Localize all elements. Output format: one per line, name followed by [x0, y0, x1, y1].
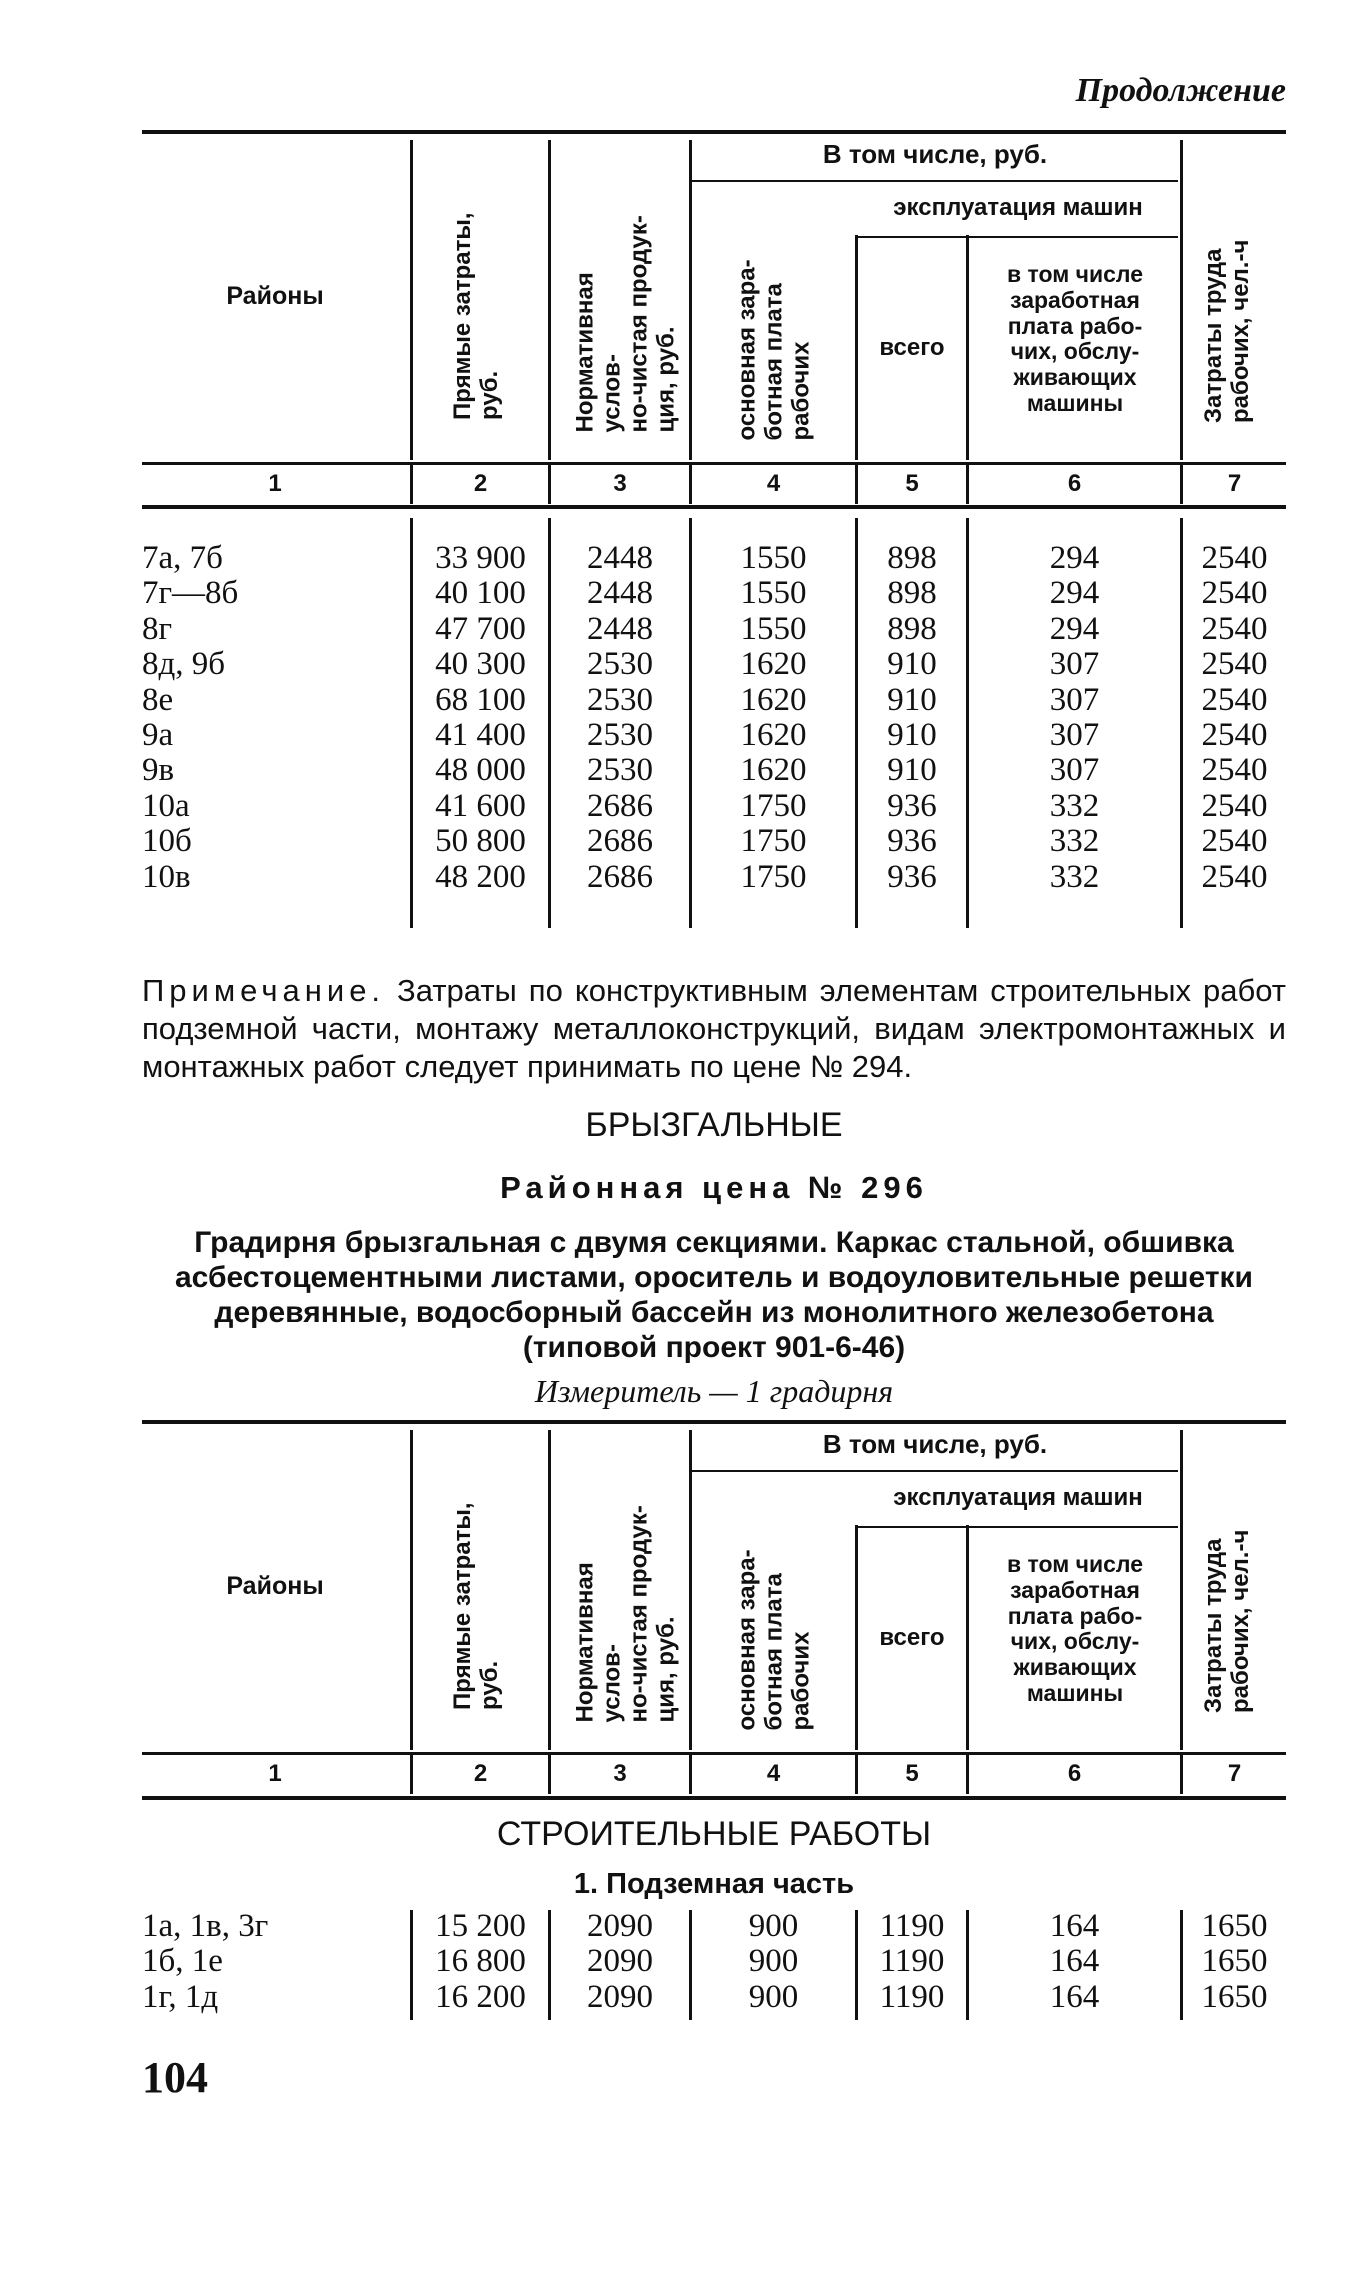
row-cell-col2: 15 200 — [435, 1908, 526, 1944]
continuation-label: Продолжение — [1075, 72, 1286, 109]
subsection-title: 1. Подземная часть — [573, 1868, 855, 1900]
row-cell-col4: 1620 — [740, 752, 807, 789]
row-district: 7г—8б — [142, 575, 239, 612]
row-cell-col3: 2090 — [587, 1943, 653, 1980]
table-row — [0, 611, 1371, 646]
row-cell-col5: 1190 — [879, 1978, 945, 2015]
divider — [858, 1526, 1178, 1528]
row-cell-col3: 2448 — [587, 610, 653, 647]
col-num-3: 3 — [613, 470, 627, 497]
row-cell-col4: 900 — [748, 1908, 799, 1944]
row-district: 8г — [142, 610, 173, 647]
row-cell-col4: 900 — [748, 1943, 799, 1980]
divider — [1180, 140, 1183, 460]
row-cell-col4: 1620 — [740, 681, 807, 718]
table-row — [0, 717, 1371, 752]
row-cell-col4: 900 — [748, 1978, 799, 2015]
row-cell-col7: 2540 — [1201, 823, 1268, 860]
col-num-2: 2 — [473, 1760, 488, 1787]
row-cell-col2: 48 000 — [435, 752, 526, 789]
divider — [410, 140, 413, 460]
row-cell-col5: 910 — [887, 716, 937, 753]
divider — [966, 1525, 969, 1750]
row-cell-col5: 936 — [887, 787, 937, 824]
row-district: 1б, 1е — [142, 1943, 223, 1980]
row-cell-col3: 2090 — [587, 1908, 653, 1944]
divider — [692, 1470, 1178, 1472]
header-group: В том числе, руб. — [822, 1429, 1048, 1459]
row-cell-col6: 294 — [1049, 575, 1100, 612]
divider — [689, 1430, 692, 1750]
row-cell-col3: 2448 — [587, 540, 653, 576]
row-cell-col7: 2540 — [1201, 858, 1268, 895]
row-cell-col6: 307 — [1049, 752, 1100, 789]
row-cell-col2: 50 800 — [435, 823, 526, 860]
divider — [548, 1430, 551, 1750]
table-top-rule — [142, 130, 1286, 134]
divider — [548, 1754, 551, 1794]
divider — [966, 1754, 969, 1794]
works-title: СТРОИТЕЛЬНЫЕ РАБОТЫ — [496, 1815, 932, 1853]
row-cell-col5: 910 — [887, 681, 937, 718]
divider — [966, 235, 969, 460]
col-num-1: 1 — [268, 1760, 282, 1787]
header-group: В том числе, руб. — [822, 139, 1048, 169]
header-col5: всего — [879, 334, 945, 361]
row-cell-col5: 898 — [887, 540, 937, 576]
header-col2: Прямые затраты, руб. — [449, 212, 503, 420]
table-top-rule — [142, 1420, 1286, 1424]
divider — [142, 505, 1286, 509]
row-cell-col3: 2686 — [587, 787, 653, 824]
divider — [142, 462, 1286, 465]
table-row — [0, 646, 1371, 681]
header-rayony: Районы — [226, 282, 324, 310]
row-cell-col5: 898 — [887, 610, 937, 647]
note-label: Примечание. — [142, 973, 386, 1008]
divider — [142, 1796, 1286, 1800]
col-num-2: 2 — [473, 470, 488, 497]
row-cell-col2: 47 700 — [435, 610, 526, 647]
row-cell-col7: 1650 — [1201, 1908, 1268, 1944]
row-cell-col3: 2530 — [587, 752, 653, 789]
row-cell-col3: 2448 — [587, 575, 653, 612]
row-district: 10а — [142, 787, 190, 824]
row-cell-col4: 1750 — [740, 823, 807, 860]
row-cell-col6: 332 — [1049, 858, 1100, 895]
table-row — [0, 859, 1371, 894]
divider — [410, 464, 413, 504]
table-row — [0, 788, 1371, 823]
row-cell-col5: 910 — [887, 646, 937, 683]
row-cell-col3: 2530 — [587, 681, 653, 718]
divider — [689, 1754, 692, 1794]
row-district: 9а — [142, 716, 174, 753]
row-district: 9в — [142, 752, 175, 789]
row-cell-col3: 2530 — [587, 646, 653, 683]
note-text: Затраты по конструктивным элементам строительных работ подземной части, монтажу металлоконструкций, видам электромонтажных и монтажных работ следует принимать по цене № 294. — [142, 973, 1286, 1084]
divider — [855, 464, 858, 504]
row-district: 8е — [142, 681, 174, 718]
header-col4: основная зара- ботная плата рабочих — [733, 259, 815, 441]
header-col5: всего — [879, 1624, 945, 1651]
row-cell-col6: 294 — [1049, 540, 1100, 576]
row-cell-col3: 2090 — [587, 1978, 653, 2015]
row-district: 7а, 7б — [142, 540, 223, 576]
table2-body — [0, 1908, 1371, 2014]
col-num-1: 1 — [268, 470, 282, 497]
row-cell-col3: 2686 — [587, 858, 653, 895]
col-num-4: 4 — [766, 1760, 781, 1787]
col-num-3: 3 — [613, 1760, 627, 1787]
divider — [548, 140, 551, 460]
row-cell-col2: 40 300 — [435, 646, 526, 683]
row-cell-col4: 1550 — [740, 540, 807, 576]
col-num-7: 7 — [1227, 470, 1242, 497]
row-cell-col6: 164 — [1049, 1978, 1100, 2015]
row-cell-col3: 2530 — [587, 716, 653, 753]
table-row — [0, 575, 1371, 610]
row-cell-col7: 2540 — [1201, 575, 1268, 612]
row-cell-col7: 2540 — [1201, 752, 1268, 789]
table1-body — [0, 540, 1371, 894]
row-cell-col6: 307 — [1049, 716, 1100, 753]
header-col3: Нормативная услов- но-чистая продук- ция, руб. — [571, 1505, 680, 1723]
row-district: 1г, 1д — [142, 1978, 219, 2015]
row-cell-col6: 332 — [1049, 787, 1100, 824]
table-row — [0, 1979, 1371, 2014]
row-cell-col6: 294 — [1049, 610, 1100, 647]
row-cell-col2: 41 400 — [435, 716, 526, 753]
section-title: БРЫЗГАЛЬНЫЕ — [585, 1106, 843, 1144]
row-cell-col3: 2686 — [587, 823, 653, 860]
measure: Измеритель — 1 градирня — [534, 1373, 894, 1409]
row-cell-col2: 16 800 — [435, 1943, 526, 1980]
row-cell-col6: 307 — [1049, 681, 1100, 718]
row-cell-col4: 1750 — [740, 858, 807, 895]
row-cell-col2: 68 100 — [435, 681, 526, 718]
row-cell-col4: 1750 — [740, 787, 807, 824]
table-row — [0, 682, 1371, 717]
row-district: 1а, 1в, 3г — [142, 1908, 269, 1944]
divider — [142, 1752, 1286, 1755]
header-col6: в том числе заработная плата рабо-чих, обслу-живающих машины — [1006, 1551, 1144, 1706]
row-cell-col7: 2540 — [1201, 610, 1268, 647]
row-cell-col6: 164 — [1049, 1943, 1100, 1980]
row-district: 8д, 9б — [142, 646, 226, 683]
row-cell-col5: 936 — [887, 823, 937, 860]
header-rayony: Районы — [226, 1572, 324, 1600]
divider — [966, 464, 969, 504]
header-col3: Нормативная услов- но-чистая продук- ция, руб. — [571, 215, 680, 433]
row-cell-col7: 2540 — [1201, 681, 1268, 718]
row-cell-col4: 1550 — [740, 610, 807, 647]
col-num-7: 7 — [1227, 1760, 1242, 1787]
price-title: Районная цена № 296 — [500, 1170, 928, 1205]
row-cell-col2: 33 900 — [435, 540, 526, 576]
divider — [410, 1430, 413, 1750]
table-row — [0, 1943, 1371, 1978]
row-district: 10в — [142, 858, 191, 895]
page-number: 104 — [142, 2053, 208, 2102]
row-district: 10б — [142, 823, 192, 860]
row-cell-col7: 2540 — [1201, 646, 1268, 683]
row-cell-col6: 332 — [1049, 823, 1100, 860]
row-cell-col7: 1650 — [1201, 1943, 1268, 1980]
col-num-4: 4 — [766, 470, 781, 497]
divider — [1180, 1754, 1183, 1794]
row-cell-col4: 1620 — [740, 646, 807, 683]
table-row — [0, 752, 1371, 787]
row-cell-col6: 164 — [1049, 1908, 1100, 1944]
row-cell-col6: 307 — [1049, 646, 1100, 683]
divider — [692, 180, 1178, 182]
header-col7: Затраты труда рабочих, чел.-ч — [1200, 239, 1254, 423]
row-cell-col4: 1550 — [740, 575, 807, 612]
row-cell-col2: 41 600 — [435, 787, 526, 824]
header-machine: эксплуатация машин — [893, 1484, 1143, 1511]
divider — [858, 236, 1178, 238]
table-row — [0, 540, 1371, 575]
row-cell-col5: 936 — [887, 858, 937, 895]
row-cell-col2: 16 200 — [435, 1978, 526, 2015]
header-col2: Прямые затраты, руб. — [449, 1502, 503, 1710]
col-num-5: 5 — [905, 470, 919, 497]
header-col4: основная зара- ботная плата рабочих — [733, 1549, 815, 1731]
divider — [1180, 1430, 1183, 1750]
divider — [410, 1754, 413, 1794]
row-cell-col7: 2540 — [1201, 540, 1268, 576]
row-cell-col7: 2540 — [1201, 787, 1268, 824]
note — [142, 972, 1286, 1086]
divider — [1180, 464, 1183, 504]
divider — [855, 1754, 858, 1794]
row-cell-col4: 1620 — [740, 716, 807, 753]
header-col7: Затраты труда рабочих, чел.-ч — [1200, 1529, 1254, 1713]
col-num-5: 5 — [905, 1760, 919, 1787]
divider — [548, 464, 551, 504]
row-cell-col5: 1190 — [879, 1908, 945, 1944]
row-cell-col2: 40 100 — [435, 575, 526, 612]
row-cell-col5: 898 — [887, 575, 937, 612]
col-num-6: 6 — [1067, 470, 1082, 497]
row-cell-col2: 48 200 — [435, 858, 526, 895]
header-col6: в том числе заработная плата рабо-чих, обслу-живающих машины — [1006, 261, 1144, 416]
divider — [689, 464, 692, 504]
row-cell-col5: 910 — [887, 752, 937, 789]
table-row — [0, 1908, 1371, 1943]
divider — [689, 140, 692, 460]
col-num-6: 6 — [1067, 1760, 1082, 1787]
description: Градирня брызгальная с двумя секциями. Каркас стальной, обшивка асбестоцементными листами, ороситель и водоуловительные решетки деревянные, водосборный бассейн из монолитного железобетона (типовой проект 901-6-46) — [175, 1226, 1253, 1364]
table-row — [0, 823, 1371, 858]
row-cell-col5: 1190 — [879, 1943, 945, 1980]
row-cell-col7: 1650 — [1201, 1978, 1268, 2015]
row-cell-col7: 2540 — [1201, 716, 1268, 753]
header-machine: эксплуатация машин — [893, 194, 1143, 221]
